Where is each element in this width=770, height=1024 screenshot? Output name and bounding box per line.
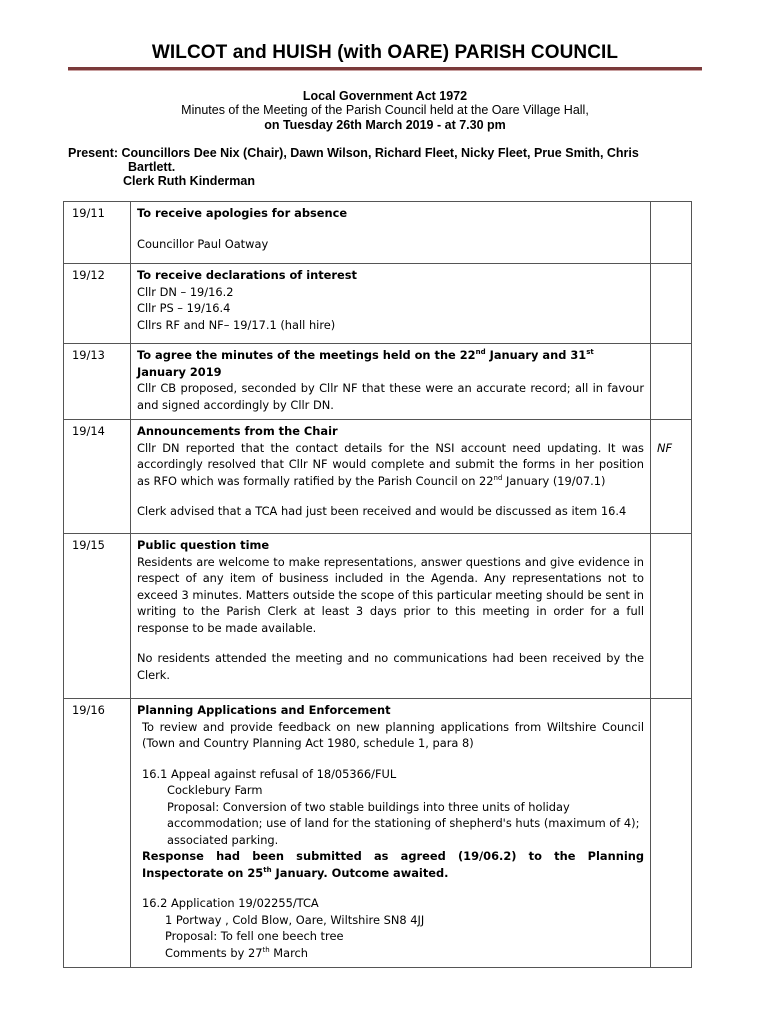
item-text: Councillor Paul Oatway [137, 236, 269, 251]
item-text: Clerk advised that a TCA had just been received and would be discussed as item 16.4 [137, 504, 627, 518]
sub-item-proposal: Proposal: Conversion of two stable buildings into three units of holiday accommodation; use of land for the stationing of shepherd's huts (maximum of 4); associated parking. [167, 799, 640, 847]
item-text: Cllr DN reported that the contact details for the NSI account need updating. It was accordingly resolved that Cllr NF would complete and submit the forms in her position as RFO which was formally ratified by the Parish Council on 22nd January (19/07.1) [137, 440, 644, 488]
table-row [64, 420, 692, 534]
sub-item-title: 16.1 Appeal against refusal of 18/05366/FUL [142, 766, 397, 781]
action-cell: NF [651, 420, 692, 534]
item-number: 19/12 [64, 264, 131, 344]
title-rule [68, 67, 702, 71]
date-line: on Tuesday 26th March 2019 - at 7.30 pm [264, 118, 506, 132]
item-text: No residents attended the meeting and no communications had been received by the Clerk. [137, 651, 644, 682]
item-number: 19/16 [64, 699, 131, 968]
action-cell [651, 344, 692, 420]
table-row [64, 534, 692, 699]
item-heading: To agree the minutes of the meetings held on the 22nd January and 31st January 2019 [137, 348, 594, 379]
item-body [131, 264, 651, 344]
item-body [131, 534, 651, 699]
sub-item-outcome: Response had been submitted as agreed (19/06.2) to the Planning Inspectorate on 25th January. Outcome awaited. [142, 849, 644, 880]
item-heading: To receive apologies for absence [137, 206, 348, 220]
item-line: Cllrs RF and NF– 19/17.1 (hall hire) [137, 317, 336, 332]
action-cell [651, 699, 692, 968]
item-number: 19/14 [64, 420, 131, 534]
item-body [131, 202, 651, 264]
item-heading: Announcements from the Chair [137, 424, 338, 438]
item-line: Cllr DN – 19/16.2 [137, 284, 234, 299]
subtitle-line: Minutes of the Meeting of the Parish Council held at the Oare Village Hall, [181, 103, 589, 117]
sub-item-place: 1 Portway , Cold Blow, Oare, Wiltshire SN8 4JJ [165, 912, 425, 927]
item-heading: To receive declarations of interest [137, 268, 357, 282]
sub-item-comments: Comments by 27th March [165, 945, 308, 960]
table-row [64, 344, 692, 420]
act-line: Local Government Act 1972 [302, 89, 468, 103]
item-number: 19/15 [64, 534, 131, 699]
item-heading: Public question time [137, 538, 270, 552]
clerk-line: Clerk Ruth Kinderman [123, 174, 255, 188]
action-cell [651, 264, 692, 344]
sub-item-proposal: Proposal: To fell one beech tree [165, 929, 344, 943]
item-body [131, 344, 651, 420]
present-line: Bartlett. [128, 160, 176, 174]
item-heading: Planning Applications and Enforcement [137, 703, 391, 717]
item-number: 19/11 [64, 202, 131, 264]
table-row [64, 202, 692, 264]
item-text: Cllr CB proposed, seconded by Cllr NF that these were an accurate record; all in favour and signed accordingly by Cllr DN. [137, 381, 644, 412]
document-title: WILCOT and HUISH (with OARE) PARISH COUNCIL [151, 42, 619, 63]
item-line: Cllr PS – 19/16.4 [137, 301, 231, 315]
sub-item-place: Cocklebury Farm [167, 783, 263, 797]
item-text: Residents are welcome to make representations, answer questions and give evidence in respect of any item of business included in the Agenda. Any representations not to exceed 3 minutes. Matters outside the scope of this particular meeting should be sent in writing to the Parish Clerk at least 3 days prior to this meeting in order for a full response to be made available. [137, 554, 644, 635]
item-body [131, 699, 651, 968]
action-cell [651, 202, 692, 264]
present-line: Present: Councillors Dee Nix (Chair), Dawn Wilson, Richard Fleet, Nicky Fleet, Prue Smith, Chris [68, 146, 639, 160]
item-number: 19/13 [64, 344, 131, 420]
item-text: To review and provide feedback on new planning applications from Wiltshire Council (Town and Country Planning Act 1980, schedule 1, para 8) [142, 719, 644, 750]
present-block [68, 146, 708, 188]
item-body [131, 420, 651, 534]
table-row [64, 264, 692, 344]
action-cell [651, 534, 692, 699]
sub-item-title: 16.2 Application 19/02255/TCA [142, 896, 319, 910]
minutes-table [63, 201, 692, 968]
table-row [64, 699, 692, 968]
